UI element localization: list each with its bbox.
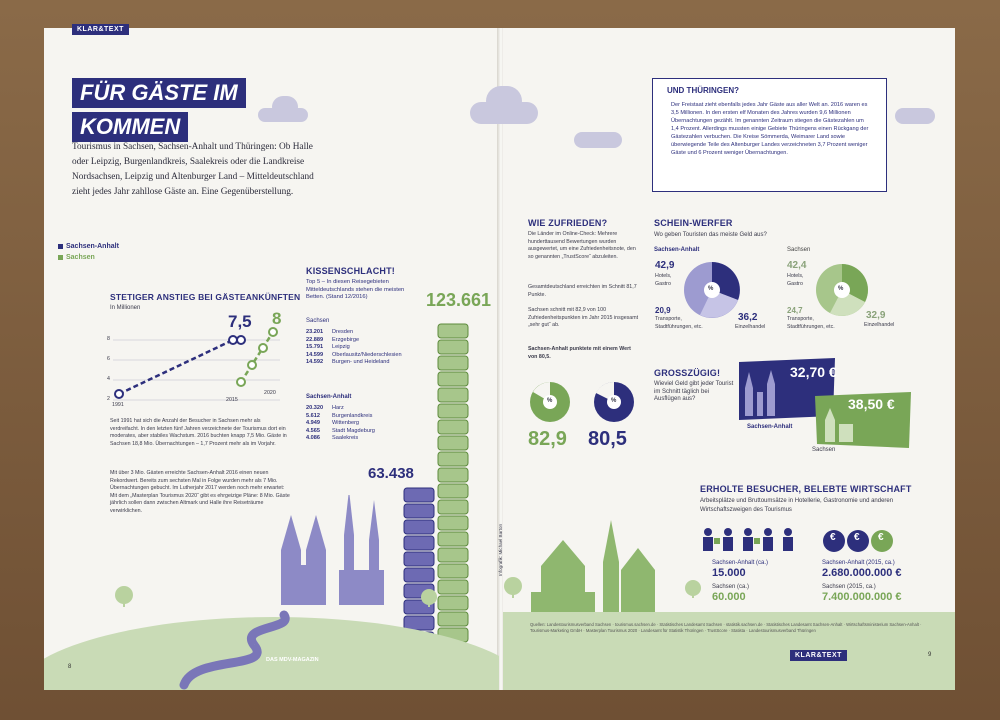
rev-anhalt-label: Sachsen-Anhalt (2015, ca.)	[822, 560, 895, 566]
cloud-icon	[895, 108, 935, 124]
tick-label: 4	[107, 376, 110, 382]
list-item: 5.612 Burgenlandkreis	[306, 412, 373, 419]
spending-heading: SCHEIN-WERFER	[654, 218, 733, 228]
growth-text-anhalt: Mit über 3 Mio. Gästen erreichte Sachsen-Anhalt 2016 einen neuen Rekordwert. Bereits zum sechsten Mal in Folge wurden mehr als 7 Mio. Übernachtungen gebucht. Im Lutherjahr 2017 werden noch mehr erwartet: Mit dem „Masterplan Tourismus 2020“ gibt es ehrgeizige Pläne: 8 Mio. Gäste jährlich sollen dann zwischen Altmark und Halle ihre Reiseträume verwirklichen.	[110, 470, 290, 514]
anhalt-retail-label: Einzelhandel	[735, 324, 766, 330]
pillow-sub: Top 5 – In diesen Reisegebieten Mitteldeutschlands stehen die meisten Betten. (Stand 12/2016)	[306, 279, 405, 301]
list-label-sachsen: Sachsen	[306, 318, 330, 324]
list-item: 22.889 Erzgebirge	[306, 336, 360, 343]
pillow-icon	[438, 372, 468, 386]
pillow-icon	[438, 468, 468, 482]
jobs-anhalt-label: Sachsen-Anhalt (ca.)	[712, 560, 769, 566]
satisfaction-text-1: Die Länder im Online-Check: Mehrere hunderttausend Bewertungen wurden ausgewertet, um eine Zufriedenheitsnote, den so genannten „TrustScore“ abzuleiten.	[528, 231, 636, 260]
sachsen-hotel-label: Hotels, Gastro	[787, 273, 804, 287]
cloud-icon	[574, 132, 622, 148]
score-sachsen: 82,9	[528, 428, 567, 450]
sources: Quellen: Landestourismusverband Sachsen · tourismus.sachsen.de · Statistisches Landesamt Sachsen · statistik.sachsen.de · Statistisches Landesamt Sachsen-Anhalt · Wirtschaftsministerium Sachsen-Anhalt · Tourismus-Marketing GmbH · Masterplan Tourismus 2020 · Landesamt für Statistik Thüringen · TrustScore · Statista · Landestourismusverband Thüringen	[530, 622, 922, 633]
growth-chart	[105, 310, 290, 410]
thueringen-box	[652, 78, 887, 192]
year-label: 2015	[226, 397, 238, 403]
legend-swatch	[58, 255, 63, 260]
sachsen-point	[269, 328, 277, 336]
generous-label-sachsen: Sachsen	[812, 447, 836, 453]
sachsen-peak-label: 8	[272, 309, 282, 328]
list-label-anhalt: Sachsen-Anhalt	[306, 394, 352, 400]
anhalt-hotel-value: 42,9	[655, 260, 675, 271]
pillow-icon	[438, 356, 468, 370]
score-anhalt: 80,5	[588, 428, 627, 450]
cloud-icon	[272, 96, 298, 118]
spending-label-sachsen: Sachsen	[787, 247, 811, 253]
euro-icon: €	[854, 532, 860, 543]
rev-sachsen: 7.400.000.000 €	[822, 591, 902, 603]
sachsen-retail-label: Einzelhandel	[864, 322, 895, 328]
thueringen-heading: UND THÜRINGEN?	[667, 86, 739, 95]
growth-heading: STETIGER ANSTIEG BEI GÄSTEANKÜNFTEN	[110, 292, 301, 302]
anhalt-peak-label: 7,5	[228, 312, 252, 331]
euro-icon: €	[830, 532, 836, 543]
sachsen-point	[237, 378, 245, 386]
legend-swatch	[58, 244, 63, 249]
anhalt-point	[229, 336, 237, 344]
anhalt-trend-line	[119, 340, 233, 394]
pillow-icon	[438, 324, 468, 338]
spending-sub: Wo geben Touristen das meiste Geld aus?	[654, 232, 767, 238]
economy-heading: ERHOLTE BESUCHER, BELEBTE WIRTSCHAFT	[700, 484, 912, 494]
pct-icon: %	[611, 398, 617, 404]
pillow-icon	[438, 420, 468, 434]
brand-tag: KLAR&TEXT	[72, 24, 129, 35]
page-title-line-1: FÜR GÄSTE IM	[72, 78, 246, 108]
jobs-sachsen: 60.000	[712, 591, 746, 603]
pillow-heading: KISSENSCHLACHT!	[306, 266, 396, 276]
score-donuts	[528, 378, 648, 428]
list-item: 23.201 Dresden	[306, 329, 354, 335]
tick-label: 6	[107, 356, 110, 362]
sachsen-amount: 38,50 €	[848, 396, 895, 412]
credit: Infografik: Michael Barton	[498, 523, 503, 576]
sachsen-point	[248, 361, 256, 369]
euro-icon: €	[878, 532, 884, 543]
growth-unit: In Millionen	[110, 305, 141, 311]
list-item: 4.565 Stadt Magdeburg	[306, 427, 375, 434]
list-item: 20.320 Harz	[306, 405, 344, 411]
thueringen-text: Der Freistaat zieht ebenfalls jedes Jahr Gäste aus aller Welt an. 2016 waren es 3,5 Millionen. In den ersten elf Monaten des Jahres wurden 9,6 Millionen Übernachtungen gezählt. Im genannten Zeitraum stiegen die Gästezahlen um 1,4 Prozent. Allerdings mussten einige Gebiete Thüringens einen Rückgang der Gästezahlen verbuchen. Die Kreise Sömmerda, Weimarer Land sowie überwiegende Teile des Altenburger Landes verzeichneten 3,7 Prozent weniger Gäste und 6 Prozent weniger Übernachtungen.	[671, 102, 869, 156]
list-item: 14.599 Oberlausitz/Niederschlesien	[306, 351, 402, 358]
anhalt-trans-label: Transporte, Stadtführungen, etc.	[655, 316, 703, 330]
pillow-icon	[438, 340, 468, 354]
page-number-left: 8	[68, 664, 72, 670]
legend-item-sachsen: Sachsen	[58, 254, 95, 261]
economy-text: Arbeitsplätze und Bruttoumsätze in Hotellerie, Gastronomie und anderen Wirtschaftszweigen des Tourismus	[700, 498, 894, 513]
pct-icon: %	[708, 286, 714, 292]
pct-icon: %	[547, 398, 553, 404]
spending-label-anhalt: Sachsen-Anhalt	[654, 247, 700, 253]
rev-anhalt: 2.680.000.000 €	[822, 567, 902, 579]
anhalt-retail-value: 36,2	[738, 312, 758, 323]
pillow-icon	[438, 404, 468, 418]
tick-label: 2	[107, 396, 110, 402]
generous-heading: GROSSZÜGIG!	[654, 368, 721, 378]
tick-label: 8	[107, 336, 110, 342]
satisfaction-text-4: Sachsen-Anhalt punktete mit einem Wert von 80,5.	[528, 346, 631, 360]
pillow-icon	[438, 436, 468, 450]
total-sachsen: 123.661	[426, 290, 492, 310]
sachsen-trans-value: 24,7	[787, 306, 803, 315]
pillow-icon	[438, 388, 468, 402]
list-item: 4.949 Wittenberg	[306, 420, 360, 427]
generous-label-anhalt: Sachsen-Anhalt	[747, 424, 793, 430]
legend-item-anhalt: Sachsen-Anhalt	[58, 243, 119, 250]
page-number-right: 9	[928, 652, 932, 658]
list-item: 14.592 Burgen- und Heideland	[306, 359, 390, 366]
anhalt-hotel-label: Hotels, Gastro	[655, 273, 672, 287]
intro-text: Tourismus in Sachsen, Sachsen-Anhalt und Thüringen: Ob Halle oder Leipzig, Burgenlandkreis, Saalekreis oder die Landkreise Nordsachsen, Leipzig und Altenburger Land – Mitteldeutschland zieht jedes Jahr zahllose Gäste an. Eine Gegenüberstellung.	[72, 142, 314, 197]
growth-text-sachsen: Seit 1991 hat sich die Anzahl der Besucher in Sachsen mehr als verdreifacht. In den letzten fünf Jahren verzeichnete der Tourismus dort ein moderates, aber stabiles Wachstum. 2016 buchten knapp 7,5 Mio. Gäste in Sachsen 18,8 Mio. Übernachtungen – 1,7 Prozent mehr als im Vorjahr.	[110, 418, 287, 447]
footer-label: DAS MDV-MAGAZIN	[266, 657, 319, 663]
year-label: 2020	[264, 390, 276, 396]
anhalt-trans-value: 20,9	[655, 306, 671, 315]
year-label: 1991	[112, 402, 124, 408]
sachsen-trans-label: Transporte, Stadtführungen, etc.	[787, 316, 835, 330]
jobs-anhalt: 15.000	[712, 567, 746, 579]
sachsen-retail-value: 32,9	[866, 310, 886, 321]
page-title-line-2: KOMMEN	[72, 112, 188, 142]
list-item: 15.791 Leipzig	[306, 344, 350, 351]
pillow-icon	[438, 452, 468, 466]
cloud-icon	[486, 86, 522, 116]
landscape-right	[503, 500, 955, 690]
list-item: 4.086 Saalekreis	[306, 435, 359, 442]
generous-text: Wieviel Geld gibt jeder Tourist im Schnitt täglich bei Ausflügen aus?	[654, 381, 734, 403]
rev-sachsen-label: Sachsen (2015, ca.)	[822, 584, 876, 590]
satisfaction-heading: WIE ZUFRIEDEN?	[528, 218, 608, 228]
pct-icon: %	[838, 286, 844, 292]
satisfaction-text-3: Sachsen schnitt mit 82,9 von 100 Zufriedenheitspunkten im Jahr 2015 insgesamt „sehr gut“ ab.	[528, 307, 639, 329]
jobs-sachsen-label: Sachsen (ca.)	[712, 584, 750, 590]
anhalt-point	[237, 336, 245, 344]
anhalt-point	[115, 390, 123, 398]
satisfaction-text-2: Gesamtdeutschland erreichten im Schnitt 81,7 Punkte.	[528, 284, 637, 298]
anhalt-amount: 32,70 €	[790, 364, 837, 380]
sachsen-hotel-value: 42,4	[787, 260, 807, 271]
footer-brand-tag: KLAR&TEXT	[790, 650, 847, 661]
sachsen-point	[259, 344, 267, 352]
total-anhalt: 63.438	[368, 465, 414, 482]
